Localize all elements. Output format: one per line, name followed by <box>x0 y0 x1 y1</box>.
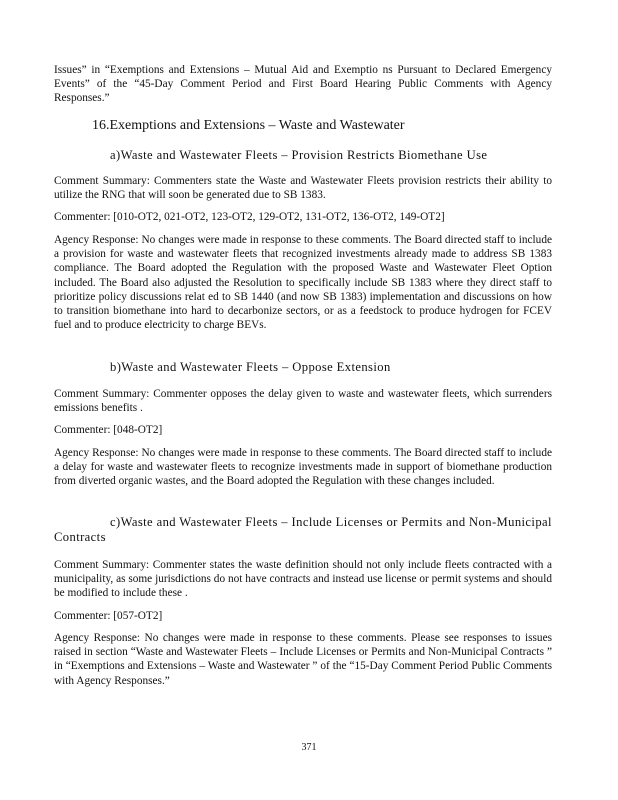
subsection-c-commenter: Commenter: [057-OT2] <box>54 610 163 622</box>
subsection-b-agency-response: Agency Response: No changes were made in response to these comments. The Board directed staff to include a delay for waste and wastewater fleets to recognize investments made in support of biomethane production from diverted organic wastes, and the Board adopted the Regulation with these changes included. <box>54 447 552 488</box>
page-number: 371 <box>301 742 317 753</box>
subsection-a-comment-summary: Comment Summary: Commenters state the Waste and Wastewater Fleets provision restricts their ability to utilize the RNG that will soon be generated due to SB 1383. <box>54 175 552 202</box>
section-16-heading: 16.Exemptions and Extensions – Waste and Wastewater <box>92 118 405 133</box>
subsection-a-heading: a)Waste and Wastewater Fleets – Provision Restricts Biomethane Use <box>110 148 488 162</box>
subsection-a-agency-response: Agency Response: No changes were made in response to these comments. The Board directed staff to include a provision for waste and wastewater fleets that recognized investments already made to address SB 1383 compliance. The Board adopted the Regulation with the proposed Waste and Wastewater Fleet Option included. The Board also adjusted the Resolution to specifically include SB 1383 where they direct staff to prioritize policy discussions relat ed to SB 1440 (and now SB 1383) implementation and discussions on how to transition biomethane into hard to decarbonize sectors, or as a feedstock to produce hydrogen for FCEV fuel and to produce electricity to charge BEVs. <box>54 234 552 332</box>
subsection-b-heading: b)Waste and Wastewater Fleets – Oppose Extension <box>110 360 391 374</box>
subsection-b-commenter: Commenter: [048-OT2] <box>54 424 163 436</box>
intro-paragraph: Issues” in “Exemptions and Extensions – Mutual Aid and Exemptio ns Pursuant to Declared Emergency Events” of the “45-Day Comment Period and First Board Hearing Public Comments with Agency Responses.” <box>54 64 552 105</box>
subsection-a-commenter: Commenter: [010-OT2, 021-OT2, 123-OT2, 129-OT2, 131-OT2, 136-OT2, 149-OT2] <box>54 211 445 223</box>
subsection-c-heading: c)Waste and Wastewater Fleets – Include Licenses or Permits and Non-Municipal Contracts <box>54 515 552 544</box>
subsection-c-comment-summary: Comment Summary: Commenter states the waste definition should not only include fleets contracted with a municipality, as some jurisdictions do not have contracts and instead use license or permit systems and should be modified to include these . <box>54 559 552 600</box>
subsection-b-comment-summary: Comment Summary: Commenter opposes the delay given to waste and wastewater fleets, which surrenders emissions benefits . <box>54 388 552 415</box>
subsection-c-agency-response: Agency Response: No changes were made in response to these comments. Please see responses to issues raised in section “Waste and Wastewater Fleets – Include Licenses or Permits and Non-Municipal Contracts ” in “Exemptions and Extensions – Waste and Wastewater ” of the “15-Day Comment Period Public Comments with Agency Responses.” <box>54 632 552 687</box>
